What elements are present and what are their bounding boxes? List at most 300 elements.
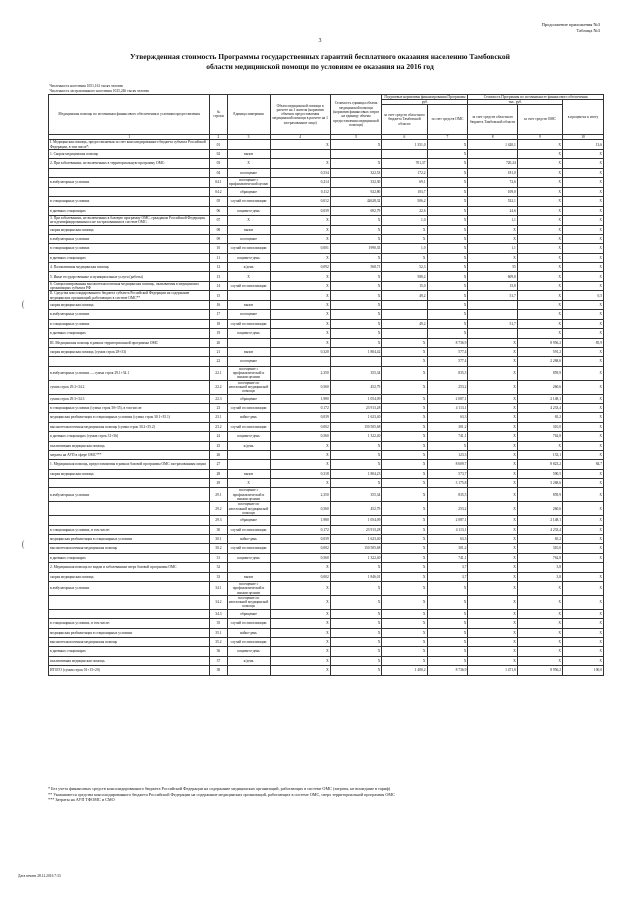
cell-unit: посещение — [227, 234, 270, 243]
cell-unit-cost: X — [330, 666, 382, 675]
cell-budget-total: X — [468, 441, 517, 450]
cell-oms-total: X — [517, 609, 562, 618]
cell-name: скорая медицинская помощь — [49, 301, 210, 310]
cell-percent: X — [563, 253, 604, 262]
col-group-per-capita: Подушевые нормативы финансирования Программы — [382, 94, 468, 99]
col-header-volume: Объем медицинской помощи в расчете на 1 жителя (норматив объемов предоставления медицинской помощи в расчете на 1 застрахованное лицо) — [270, 94, 330, 135]
cell-volume: 0,039 — [270, 413, 330, 422]
table-row — [49, 394, 604, 403]
cell-oms-total: X — [517, 637, 562, 646]
cell-row-no: 23.1 — [210, 413, 227, 422]
cell-unit: обращение — [227, 187, 270, 196]
table-row — [49, 215, 604, 225]
cell-unit-cost: X — [330, 329, 382, 338]
cell-oms-per-capita: X — [427, 656, 468, 665]
table-number: Таблица №3 — [576, 28, 600, 33]
cell-name: скорая медицинская помощь (сумма строк 28+33) — [49, 348, 210, 357]
cell-name: 1. Скорая медицинская помощь — [49, 149, 210, 158]
cell-budget-total: X — [468, 535, 517, 544]
cell-percent: X — [563, 272, 604, 281]
cell-oms-per-capita: X — [427, 263, 468, 272]
cell-unit: посещение с профилактической и иными целями — [227, 488, 270, 502]
cell-oms-per-capita: 2 087,1 — [427, 394, 468, 403]
cell-unit — [227, 338, 270, 347]
cell-oms-total: 4 233,4 — [517, 525, 562, 534]
cell-name: в дневных стационарах (сумма строк 31+36) — [49, 432, 210, 441]
cell-row-no: 28 — [210, 469, 227, 478]
cell-percent: X — [563, 159, 604, 168]
cell-budget-per-capita: X — [382, 572, 427, 581]
cell-row-no: 24 — [210, 432, 227, 441]
cell-name: в амбулаторных условиях — [49, 178, 210, 188]
cell-oms-per-capita: X — [427, 178, 468, 188]
cell-row-no: 08 — [210, 225, 227, 234]
cell-row-no: 12 — [210, 263, 227, 272]
table-row — [49, 563, 604, 572]
cell-unit-cost: X — [330, 272, 382, 281]
table-row — [49, 637, 604, 646]
table-row — [49, 432, 604, 441]
cell-budget-per-capita: 52,3 — [382, 263, 427, 272]
cell-unit: посещение — [227, 310, 270, 319]
cell-row-no: 04.1 — [210, 178, 227, 188]
cell-unit: посещение по неотложной медицинской помощи — [228, 595, 269, 609]
cell-row-no: 15 — [210, 291, 227, 301]
cell-budget-per-capita — [382, 149, 427, 158]
cell-budget-per-capita: X — [382, 516, 427, 525]
cell-name: в амбулаторных условиях — [49, 234, 210, 243]
cell-budget-per-capita: 49,2 — [382, 319, 427, 328]
cell-name: скорая медицинская помощь — [49, 469, 210, 478]
cell-unit: обращение — [227, 516, 270, 525]
cell-oms-total: 8 823,2 — [517, 460, 562, 469]
cell-name: сумма строк 29.3+34.3 — [49, 394, 210, 403]
cell-oms-per-capita: X — [427, 637, 468, 646]
cell-budget-per-capita: 1 400,2 — [382, 666, 427, 675]
cell-unit: X — [227, 479, 270, 488]
cell-budget-total — [468, 310, 517, 319]
footnote-1: * Без учета финансовых средств консолидированного бюджета Российской Федерации на содержание медицинских организаций, работающих в системе ОМС (затраты, не вошедшие в тариф) — [48, 786, 391, 791]
cell-budget-per-capita: X — [382, 469, 427, 478]
cell-percent: X — [563, 197, 604, 206]
cell-percent: X — [563, 403, 604, 412]
cell-budget-per-capita: X — [382, 225, 427, 234]
table-row — [49, 149, 604, 158]
cell-oms-per-capita: X — [427, 281, 468, 291]
table-row — [49, 253, 604, 262]
cell-oms-per-capita: 253,2 — [427, 502, 468, 516]
cell-percent: X — [563, 422, 604, 431]
cell-row-no: 30 — [210, 525, 227, 534]
cell-percent: X — [563, 656, 604, 665]
cell-unit-cost: X — [330, 581, 382, 595]
cell-volume: X — [270, 609, 330, 618]
cell-budget-total: X — [468, 479, 517, 488]
cell-unit-cost: 332,30 — [330, 178, 382, 188]
cell-unit-cost: X — [330, 609, 382, 618]
cell-unit-cost: X — [330, 628, 382, 637]
cell-budget-per-capita: X — [382, 366, 427, 380]
cell-row-no: 23 — [210, 403, 227, 412]
cell-row-no: 04 — [210, 168, 227, 177]
cell-volume: X — [270, 656, 330, 665]
cell-budget-per-capita: 69,1 — [382, 178, 427, 188]
cell-row-no: 22 — [210, 357, 227, 366]
cell-percent: X — [563, 301, 604, 310]
document-title — [60, 52, 580, 72]
table-row — [49, 516, 604, 525]
cell-unit: пациенто-день — [227, 432, 270, 441]
col-header-unit: Единица измерения — [227, 94, 270, 135]
cell-name: в дневных стационарах — [49, 647, 210, 656]
table-row — [49, 187, 604, 196]
cell-volume: 1,980 — [270, 516, 330, 525]
cell-oms-total: X — [517, 441, 562, 450]
cell-name: в амбулаторных условиях — [49, 581, 210, 595]
cell-unit-cost: X — [330, 450, 382, 459]
cell-budget-per-capita: 15,0 — [382, 281, 427, 291]
col-group-program-cost: Стоимость Программы по источникам ее финансового обеспечения — [468, 94, 604, 99]
cell-percent: X — [563, 225, 604, 234]
table-row — [49, 197, 604, 206]
cell-budget-per-capita — [382, 310, 427, 319]
cell-row-no: 22.1 — [210, 366, 227, 380]
cell-unit: пациенто-день — [227, 206, 270, 215]
population-text: Численность населения 1051,161 тысяч человек — [49, 84, 124, 89]
cell-oms-per-capita: X — [427, 140, 468, 150]
cell-oms-per-capita: X — [427, 149, 468, 158]
appendix-line: Продолжение приложения №3 — [541, 22, 600, 27]
appendix-label — [542, 22, 600, 34]
table-row — [49, 272, 604, 281]
cell-volume: X — [270, 479, 330, 488]
footnotes — [48, 786, 608, 803]
cell-row-no: 17 — [210, 310, 227, 319]
cell-oms-total: X — [517, 159, 562, 168]
cell-percent: X — [563, 581, 604, 595]
cell-name: высокотехнологичная медицинская помощь — [49, 544, 210, 553]
cell-percent: X — [563, 206, 604, 215]
cell-oms-total: X — [517, 291, 562, 301]
cell-budget-total: X — [468, 413, 517, 422]
cell-budget-total: 1,1 — [468, 215, 517, 225]
cell-volume: X — [270, 450, 330, 459]
cell-oms-per-capita: 741,1 — [427, 432, 468, 441]
cell-name: в дневных стационарах — [49, 206, 210, 215]
cell-row-no: 25 — [210, 441, 227, 450]
cell-budget-total: 24,6 — [468, 206, 517, 215]
cell-budget-per-capita: X — [382, 460, 427, 469]
cell-oms-total: 8 956,2 — [517, 338, 562, 347]
table-row — [49, 301, 604, 310]
cell-oms-total: X — [517, 301, 562, 310]
cell-unit — [227, 140, 270, 150]
cell-name: в дневных стационарах — [49, 329, 210, 338]
cell-name: высокотехнологичная медицинская помощь — [49, 637, 210, 646]
table-row — [49, 595, 604, 609]
cell-budget-total: X — [468, 572, 517, 581]
cell-percent: X — [563, 234, 604, 243]
cell-budget-total: X — [468, 460, 517, 469]
cell-unit-cost: 452,79 — [330, 502, 382, 516]
cell-volume: 0,560 — [270, 553, 330, 562]
cell-percent: X — [563, 329, 604, 338]
cell-row-no: 09 — [210, 234, 227, 243]
table-row — [49, 244, 604, 253]
table-row — [49, 469, 604, 478]
cell-name: в стационарных условиях, в том числе: — [49, 525, 210, 534]
cell-oms-per-capita: X — [427, 310, 468, 319]
cell-unit-cost: 568,71 — [330, 263, 382, 272]
cell-volume: X — [270, 140, 330, 150]
cell-unit-cost: X — [330, 619, 382, 628]
col-num-8: 8 — [468, 135, 517, 140]
punch-hole-mark — [22, 540, 27, 549]
cell-budget-per-capita: X — [382, 563, 427, 572]
col-header-oms: за счет средств ОМС — [427, 105, 468, 135]
cell-budget-total: X — [468, 525, 517, 534]
cell-budget-per-capita: X — [382, 422, 427, 431]
cell-oms-per-capita: X — [427, 319, 468, 328]
cell-name — [49, 357, 210, 366]
cell-budget-per-capita: X — [382, 544, 427, 553]
cell-budget-per-capita: X — [382, 403, 427, 412]
cell-oms-total: X — [517, 628, 562, 637]
cell-budget-per-capita: X — [382, 595, 427, 609]
cell-percent: X — [563, 595, 604, 609]
cell-budget-total: X — [468, 380, 517, 394]
cell-volume: X — [270, 253, 330, 262]
cell-budget-total: X — [468, 516, 517, 525]
cell-row-no: 35 — [210, 619, 227, 628]
cell-percent: 85,9 — [563, 338, 604, 347]
cell-budget-total: 15,8 — [468, 281, 517, 291]
cell-unit-cost: 1 322,40 — [330, 553, 382, 562]
cell-budget-total: 55 — [468, 263, 517, 272]
cell-oms-per-capita: X — [427, 225, 468, 234]
cell-percent: X — [563, 572, 604, 581]
cell-budget-total: 720,24 — [468, 159, 517, 168]
cell-unit-cost: X — [330, 225, 382, 234]
cell-unit: к/день — [227, 263, 270, 272]
cell-percent: X — [563, 441, 604, 450]
cell-volume: X — [270, 581, 330, 595]
cell-unit-cost: X — [330, 159, 382, 168]
cell-oms-per-capita: 63,3 — [427, 413, 468, 422]
cell-budget-per-capita: X — [382, 581, 427, 595]
cell-row-no: 05 — [210, 197, 227, 206]
cell-row-no: 38 — [210, 666, 227, 675]
cell-unit: случай госпитализации — [227, 619, 270, 628]
col-num-3: 3 — [227, 135, 270, 140]
cell-budget-per-capita: X — [382, 394, 427, 403]
cell-oms-total: 3,8 — [517, 563, 562, 572]
cell-name: III. Медицинская помощь в рамках территориальной программы ОМС — [49, 338, 210, 347]
cell-budget-total: X — [468, 348, 517, 357]
cell-volume: X — [270, 329, 330, 338]
cell-percent — [563, 563, 604, 572]
cell-volume — [270, 357, 330, 366]
cell-budget-per-capita: X — [382, 488, 427, 502]
cell-volume: 0,560 — [270, 380, 330, 394]
cell-unit-cost: 355,34 — [330, 366, 382, 380]
cell-unit: пациенто-день — [227, 253, 270, 262]
cell-volume: 0,112 — [270, 187, 330, 196]
cell-oms-total: 3,8 — [517, 572, 562, 581]
cell-oms-total: 260,6 — [517, 380, 562, 394]
cell-unit: койко-день — [227, 413, 270, 422]
cell-oms-per-capita: X — [427, 619, 468, 628]
table-row — [49, 380, 604, 394]
cell-volume: X — [270, 647, 330, 656]
table-row — [49, 422, 604, 431]
cell-percent: X — [563, 469, 604, 478]
cell-oms-total: X — [517, 581, 562, 595]
cell-row-no: 27 — [210, 460, 227, 469]
table-row — [49, 291, 604, 301]
stats-row — [49, 84, 604, 94]
cell-name: 2. При заболеваниях, не включенных в территориальную программу ОМС: — [49, 159, 210, 168]
punch-hole-mark — [22, 300, 27, 309]
cell-budget-total — [468, 329, 517, 338]
cell-budget-total: 1 471,8 — [468, 666, 517, 675]
cell-budget-total: X — [468, 581, 517, 595]
cell-volume: 2,350 — [270, 366, 330, 380]
cell-unit-cost: 355,34 — [330, 488, 382, 502]
cell-unit: вызов — [227, 469, 270, 478]
cell-budget-per-capita: X — [382, 380, 427, 394]
cell-budget-total: X — [468, 338, 517, 347]
cell-budget-total: X — [468, 450, 517, 459]
cell-percent: X — [563, 263, 604, 272]
cell-unit-cost: 922,80 — [330, 187, 382, 196]
cell-row-no: 35.1 — [210, 628, 227, 637]
cell-unit: случай госпитализации — [227, 544, 270, 553]
cell-row-no: 10 — [210, 244, 227, 253]
cell-oms-per-capita: X — [427, 291, 468, 301]
cell-oms-per-capita: X — [427, 244, 468, 253]
table-row — [49, 263, 604, 272]
cell-oms-total: X — [517, 178, 562, 188]
cell-unit: посещение с профилактической и иными целями — [227, 581, 270, 595]
cell-oms-total: X — [517, 168, 562, 177]
cell-volume: 0,214 — [270, 178, 330, 188]
cell-unit: случай госпитализации — [227, 319, 270, 328]
cell-row-no: 22.3 — [210, 394, 227, 403]
cell-unit-cost: 1 623,40 — [330, 535, 382, 544]
cell-budget-total: 109,0 — [468, 187, 517, 196]
cell-oms-total: 762,8 — [517, 432, 562, 441]
cell-budget-per-capita: X — [382, 234, 427, 243]
col-num-4: 4 — [270, 135, 330, 140]
cell-unit — [227, 666, 270, 675]
cell-row-no: 22.2 — [210, 380, 227, 394]
cell-unit-cost: X — [330, 441, 382, 450]
col-header-budget: за счет средств областного бюджета Тамбовской области — [382, 105, 427, 135]
cell-percent: X — [563, 178, 604, 188]
cell-oms-per-capita: 835,5 — [427, 366, 468, 380]
cell-name: в стационарных условиях — [49, 319, 210, 328]
cell-name — [49, 609, 210, 618]
cell-percent: X — [563, 647, 604, 656]
cell-budget-total: X — [468, 403, 517, 412]
cell-oms-per-capita: 301,2 — [427, 544, 468, 553]
cell-row-no: 29.2 — [210, 502, 227, 516]
table-row — [49, 488, 604, 502]
cell-name: медицинская реабилитация в стационарных условиях — [49, 628, 210, 637]
table-row — [49, 140, 604, 150]
cell-volume: X — [270, 215, 330, 225]
cell-name: в амбулаторных условиях — сумма строк 29.1+34.1 — [49, 366, 210, 380]
cell-oms-per-capita: X — [427, 329, 468, 338]
col-header-unit-cost: Стоимость единицы объема медицинской помощи (норматив финансовых затрат на единицу объема предоставления медицинской помощи) — [330, 94, 382, 135]
cell-oms-total: 859,9 — [517, 366, 562, 380]
cell-percent: X — [563, 619, 604, 628]
cell-name: 4. Паллиативная медицинская помощь — [49, 263, 210, 272]
cell-budget-per-capita: X — [382, 535, 427, 544]
cell-percent: X — [563, 525, 604, 534]
cell-unit: вызов — [227, 348, 270, 357]
cell-percent: X — [563, 357, 604, 366]
cell-budget-total: X — [468, 609, 517, 618]
cell-oms-per-capita: 8 736,9 — [427, 338, 468, 347]
cell-oms-per-capita: X — [427, 197, 468, 206]
cell-volume: 2,350 — [270, 488, 330, 502]
cell-row-no: 01 — [210, 140, 227, 150]
cell-unit-cost: 150 505,68 — [330, 422, 382, 431]
cell-name — [49, 595, 210, 609]
cell-unit: обращение — [227, 609, 270, 618]
cell-unit-cost: X — [330, 338, 382, 347]
cell-unit: случай госпитализации — [227, 244, 270, 253]
cell-oms-total: X — [517, 263, 562, 272]
cell-oms-per-capita: X — [427, 206, 468, 215]
cell-unit — [227, 291, 270, 301]
cell-oms-total: X — [517, 656, 562, 665]
footnote-2: ** Указываются средства консолидированного бюджета Российской Федерации на содержание медицинских организаций, работающих в системе ОМС, сверх территориальной программы ОМС — [48, 791, 395, 797]
col-num-6: 6 — [382, 135, 427, 140]
cell-volume: 0,039 — [270, 206, 330, 215]
table-row — [49, 572, 604, 581]
cell-budget-total: X — [468, 563, 517, 572]
cell-oms-per-capita: X — [427, 441, 468, 450]
cell-percent: 100,0 — [563, 666, 604, 675]
cell-budget-total: X — [468, 502, 517, 516]
cell-volume: 0,560 — [270, 432, 330, 441]
cell-unit-cost: X — [330, 291, 382, 301]
cell-budget-per-capita: 506,2 — [382, 197, 427, 206]
cell-name: в амбулаторных условиях — [49, 488, 210, 502]
cell-row-no: 32 — [210, 563, 227, 572]
cell-oms-per-capita: X — [427, 628, 468, 637]
cell-volume: X — [270, 563, 330, 572]
cell-volume: 0,002 — [270, 544, 330, 553]
cell-oms-per-capita: 123,3 — [427, 450, 468, 459]
cell-budget-total: X — [468, 628, 517, 637]
cell-oms-per-capita: 573,7 — [427, 469, 468, 478]
cell-name: 2. Медицинская помощь по видам и заболеваниям сверх базовой программы ОМС — [49, 563, 210, 572]
col-num-10: 10 — [563, 135, 604, 140]
cell-budget-total: X — [468, 656, 517, 665]
cell-oms-per-capita: X — [427, 609, 468, 618]
cell-percent: X — [563, 281, 604, 291]
cell-oms-total: 310,0 — [517, 544, 562, 553]
cell-oms-total: X — [517, 272, 562, 281]
cell-unit-cost: X — [330, 656, 382, 665]
cell-oms-total: X — [517, 149, 562, 158]
cell-oms-total: X — [517, 319, 562, 328]
cell-oms-total: X — [517, 244, 562, 253]
